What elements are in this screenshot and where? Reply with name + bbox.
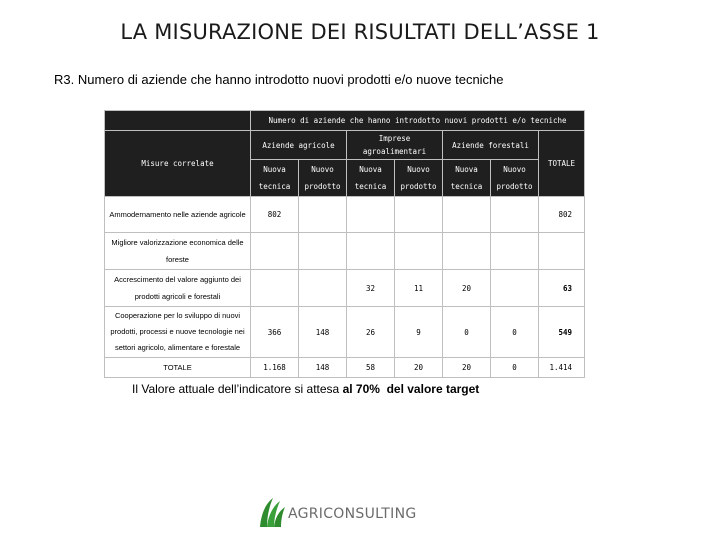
table-cell: 58 (347, 358, 395, 378)
row-label: Cooperazione per lo sviluppo di nuovi prodotti, processi e nuove tecnologie nei settori agricolo, alimentare e forestale (105, 307, 251, 358)
table-cell (299, 197, 347, 233)
table-cell (299, 233, 347, 270)
row-label: Accrescimento del valore aggiunto dei prodotti agricoli e forestali (105, 270, 251, 307)
table-cell: 26 (347, 307, 395, 358)
table-cell (395, 233, 443, 270)
table-header-misure: Misure correlate (105, 131, 251, 197)
table-cell: 11 (395, 270, 443, 307)
agriconsulting-logo (258, 497, 417, 531)
table-cell: 20 (443, 358, 491, 378)
table-cell (443, 197, 491, 233)
table-cell: 20 (395, 358, 443, 378)
table-cell (251, 233, 299, 270)
table-row (105, 233, 585, 270)
table-subheader: Nuovo prodotto (491, 160, 539, 197)
table-subheader: Nuovo prodotto (299, 160, 347, 197)
table-subheader: Nuovo prodotto (395, 160, 443, 197)
table-header-group: Aziende forestali (443, 131, 539, 160)
agriconsulting-wordmark: AGRICONSULTING (288, 506, 417, 522)
table-cell: 1.168 (251, 358, 299, 378)
table-cell (395, 197, 443, 233)
table-subheader: Nuova tecnica (443, 160, 491, 197)
table-header-top: Numero di aziende che hanno introdotto nuovi prodotti e/o tecniche (251, 111, 585, 131)
results-table (104, 110, 585, 378)
agriconsulting-leaf-icon (258, 495, 286, 534)
table-subheader: Nuova tecnica (251, 160, 299, 197)
row-label: Migliore valorizzazione economica delle foreste (105, 233, 251, 270)
table-cell: 0 (491, 358, 539, 378)
section-subtitle: R3. Numero di aziende che hanno introdotto nuovi prodotti e/o nuove tecniche (54, 72, 504, 87)
table-cell (491, 233, 539, 270)
table-cell: 148 (299, 307, 347, 358)
row-total (539, 233, 585, 270)
row-total: 802 (539, 197, 585, 233)
note-emphasis: al 70% del valore target (342, 382, 480, 396)
table-subheader: Nuova tecnica (347, 160, 395, 197)
table-row (105, 197, 585, 233)
table-header-cell (105, 111, 251, 131)
table-cell: 9 (395, 307, 443, 358)
table-header-group: Aziende agricole (251, 131, 347, 160)
table-header-totale: TOTALE (539, 131, 585, 197)
table-cell: 20 (443, 270, 491, 307)
table-cell: 32 (347, 270, 395, 307)
note-prefix: Il Valore attuale dell’indicatore si attesa (132, 382, 343, 396)
indicator-note (132, 382, 479, 396)
row-total: 549 (539, 307, 585, 358)
row-label: Ammodernamento nelle aziende agricole (105, 197, 251, 233)
table-cell: 148 (299, 358, 347, 378)
table-cell: 366 (251, 307, 299, 358)
table-cell (347, 197, 395, 233)
table-cell: 0 (443, 307, 491, 358)
table-cell (491, 270, 539, 307)
table-header-group: Imprese agroalimentari (347, 131, 443, 160)
row-total: 63 (539, 270, 585, 307)
table-cell (443, 233, 491, 270)
table-cell (347, 233, 395, 270)
row-label-totale: TOTALE (105, 358, 251, 378)
table-cell (251, 270, 299, 307)
table-cell (491, 197, 539, 233)
table-cell: 0 (491, 307, 539, 358)
table-row (105, 270, 585, 307)
table-row-total (105, 358, 585, 378)
page-title: LA MISURAZIONE DEI RISULTATI DELL’ASSE 1 (120, 20, 600, 44)
table-cell: 802 (251, 197, 299, 233)
table-cell (299, 270, 347, 307)
grand-total: 1.414 (539, 358, 585, 378)
table-row (105, 307, 585, 358)
